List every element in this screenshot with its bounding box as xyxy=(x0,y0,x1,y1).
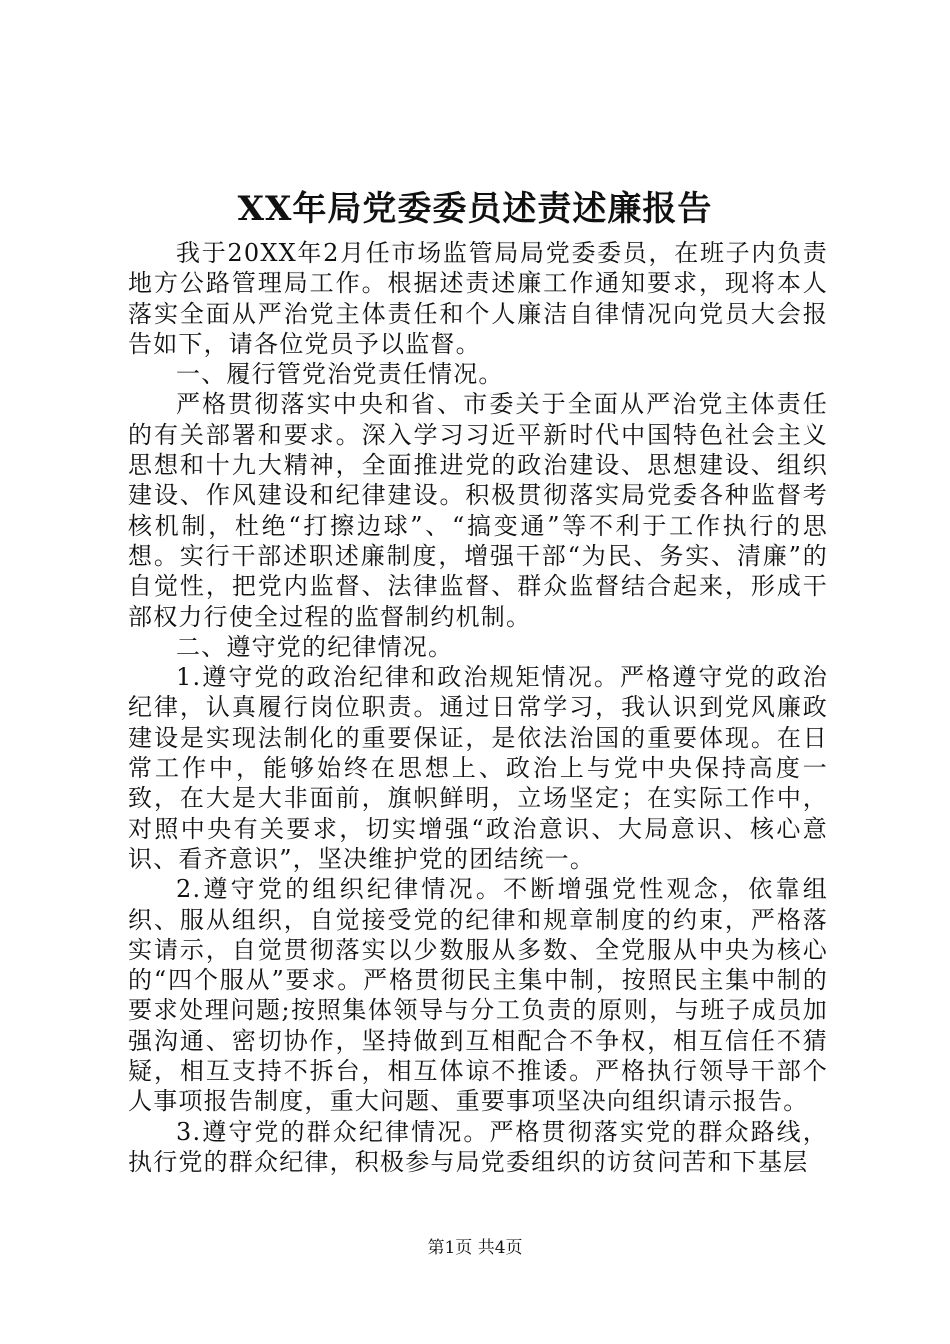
paragraph-item-1: 1.遵守党的政治纪律和政治规矩情况。严格遵守党的政治纪律，认真履行岗位职责。通过日常学习，我认识到党风廉政建设是实现法制化的重要保证，是依法治国的重要体现。在日常工作中，能够始终在思想上、政治上与党中央保持高度一致，在大是大非面前，旗帜鲜明，立场坚定；在实际工作中，对照中央有关要求，切实增强“政治意识、大局意识、核心意识、看齐意识”，坚决维护党的团结统一。 xyxy=(128,663,828,873)
section-heading-2: 二、遵守党的纪律情况。 xyxy=(176,632,454,661)
paragraph-intro: 我于20XX年2月任市场监管局局党委委员，在班子内负责地方公路管理局工作。根据述责述廉工作通知要求，现将本人落实全面从严治党主体责任和个人廉洁自律情况向党员大会报告如下，请各位党员予以监督。 xyxy=(128,239,828,358)
document-title: XX年局党委委员述责述廉报告 xyxy=(237,189,713,229)
page-number: 第1页 共4页 xyxy=(427,1238,523,1258)
document-body xyxy=(128,238,828,1177)
paragraph-section-1: 严格贯彻落实中央和省、市委关于全面从严治党主体责任的有关部署和要求。深入学习习近平新时代中国特色社会主义思想和十九大精神，全面推进党的政治建设、思想建设、组织建设、作风建设和纪律建设。积极贯彻落实局党委各种监督考核机制，杜绝“打擦边球”、“搞变通”等不利于工作执行的思想。实行干部述职述廉制度，增强干部“为民、务实、清廉”的自觉性，把党内监督、法律监督、群众监督结合起来，形成干部权力行使全过程的监督制约机制。 xyxy=(128,390,828,631)
paragraph-item-2: 2.遵守党的组织纪律情况。不断增强党性观念，依靠组织、服从组织，自觉接受党的纪律和规章制度的约束，严格落实请示，自觉贯彻落实以少数服从多数、全党服从中央为核心的“四个服从”要求。严格贯彻民主集中制，按照民主集中制的要求处理问题;按照集体领导与分工负责的原则，与班子成员加强沟通、密切协作，坚持做到互相配合不争权，相互信任不猜疑，相互支持不拆台，相互体谅不推诿。严格执行领导干部个人事项报告制度，重大问题、重要事项坚决向组织请示报告。 xyxy=(128,875,828,1116)
section-heading-1: 一、履行管党治党责任情况。 xyxy=(176,360,504,389)
paragraph-item-3: 3.遵守党的群众纪律情况。严格贯彻落实党的群众路线，执行党的群众纪律，积极参与局党委组织的访贫问苦和下基层 xyxy=(128,1117,828,1176)
